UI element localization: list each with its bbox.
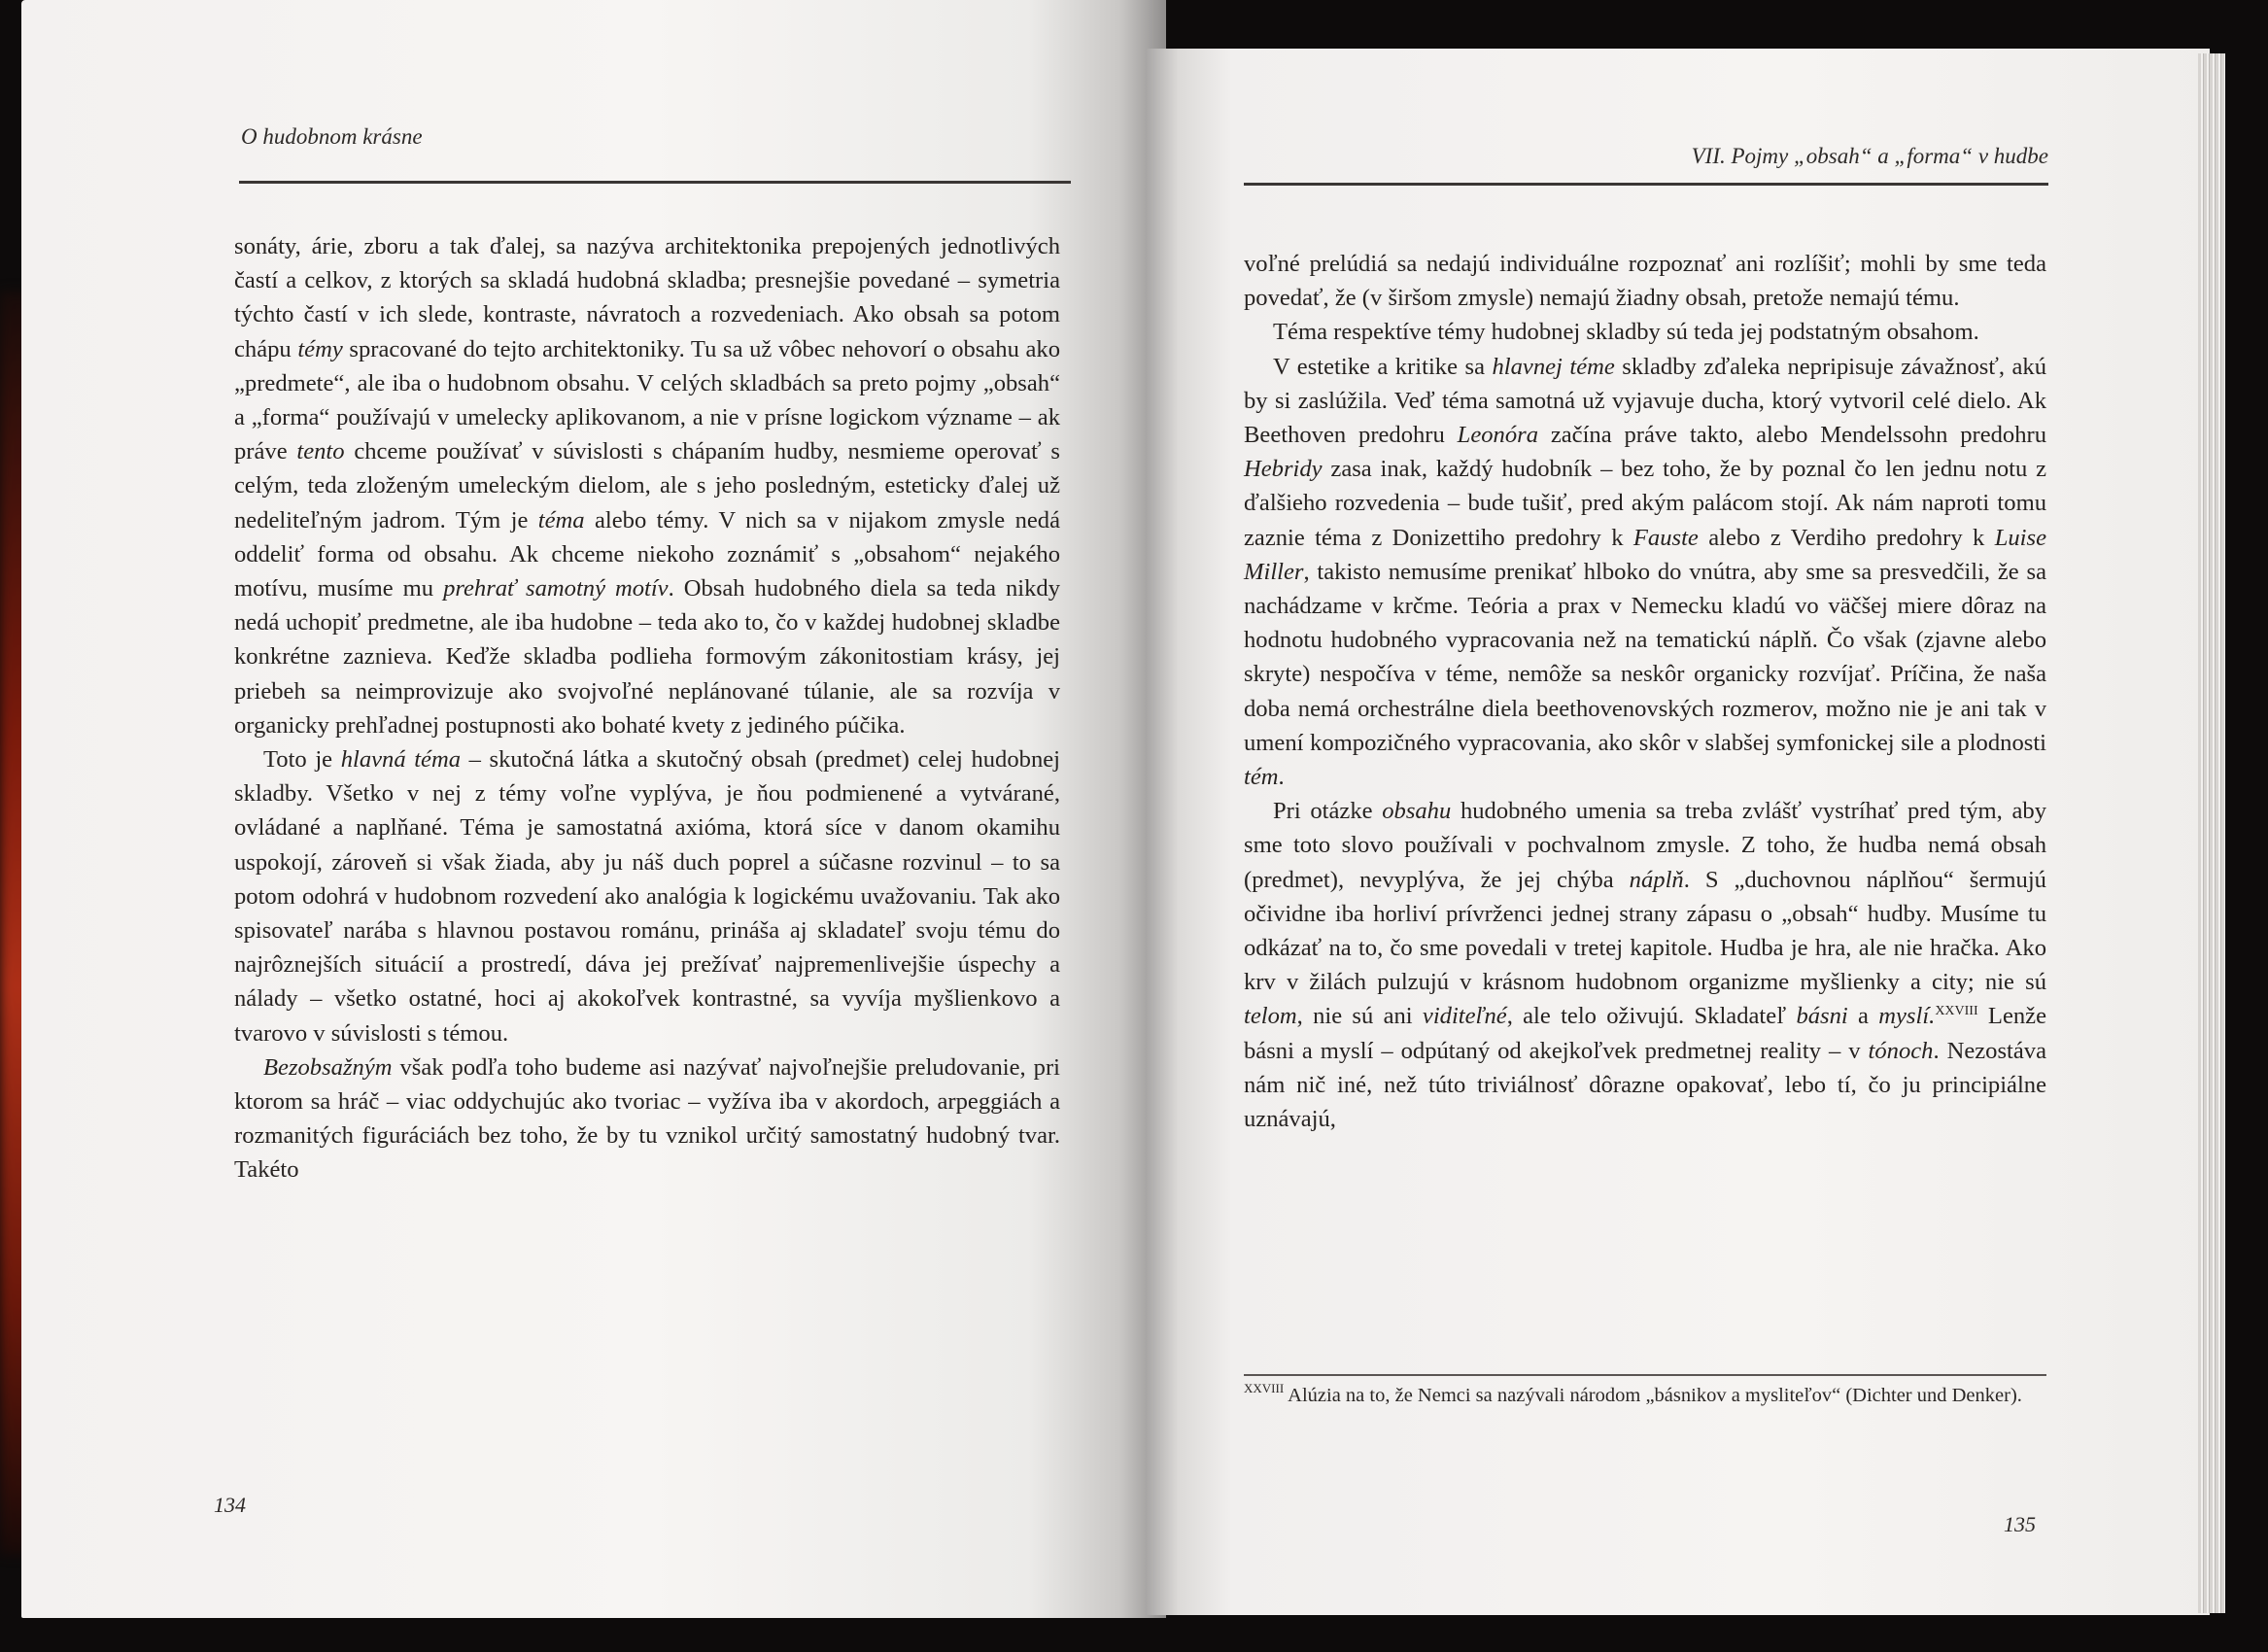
paragraph: [1244, 350, 2046, 795]
text-run: voľné prelúdiá sa nedajú individuálne rozpoznať ani rozlíšiť; mohli by sme teda povedať, že (v širšom zmysle) nemajú žiadny obsah, pretože nemajú tému.: [1244, 251, 2046, 312]
text-run: . Nezostáva nám nič iné, než túto triviálnosť dôrazne opakovať, lebo tí, čo ju principiálne uznávajú,: [1244, 1037, 2046, 1133]
text-run: sonáty, árie, zboru a tak ďalej, sa nazýva architektonika prepojených jednotlivých častí a celkov, z ktorých sa skladá hudobná skladba; presnejšie povedané – symetria týchto častí v ich slede, kontraste, návratoch a rozvedeniach. Ako obsah sa potom chápu: [234, 233, 1060, 362]
paragraph: [234, 742, 1060, 1050]
text-run: spracované do tejto architektoniky. Tu sa už vôbec nehovorí o obsahu ako „predmete“, ale iba o hudobnom obsahu. V celých skladbách sa preto pojmy „obsah“ a „forma“ používajú v umelecky aplikovanom, a nie v prísne logickom význame – ak práve: [234, 335, 1060, 465]
right-body-text: [1244, 247, 2046, 1136]
emphasis: témy: [297, 335, 343, 362]
text-run: alebo z Verdiho predohry k: [1698, 524, 1995, 551]
text-run: Lenže básni a myslí – odpútaný od akejkoľvek predmetnej reality – v: [1244, 1003, 2046, 1064]
paragraph: [234, 229, 1060, 742]
emphasis: básni: [1796, 1003, 1848, 1030]
text-run: hudobného umenia sa treba zvlášť vystríhať pred tým, aby sme toto slovo používali v pochvalnom zmysle. Z toho, že hudba nemá obsah (predmet), nevyplýva, že jej chýba: [1244, 798, 2046, 893]
text-run: však podľa toho budeme asi nazývať najvoľnejšie preludovanie, pri ktorom sa hráč – viac oddychujúc ako tvoriac – vyžíva iba v akordoch, arpeggiách a rozmanitých figuráciách bez toho, že by tu vznikol určitý samostatný hudobný tvar. Takéto: [234, 1053, 1060, 1184]
emphasis: prehrať samotný motív: [443, 575, 669, 602]
text-run: , nie sú ani: [1296, 1003, 1423, 1030]
right-page: [1147, 49, 2210, 1615]
left-header-rule: [239, 181, 1071, 184]
text-run: Pri otázke: [1273, 798, 1383, 825]
text-run: , takisto nemusíme prenikať hlboko do vnútra, aby sme sa presvedčili, že sa nachádzame v krčme. Teória a prax v Nemecku kladú vo väčšej miere dôraz na hodnotu hudobného vypracovania než na tematickú náplň. Čo však (zjavne alebo skryte) nespočíva v téme, nemôže sa neskôr organicky rozvíjať. Príčina, že naša doba nemá orchestrálne diela beethovenovských rozmerov, možno nie je ani tak v umení kompozičného vypracovania, ako skôr v slabšej symfonickej sile a plodnosti: [1244, 558, 2046, 756]
right-page-number: 135: [2004, 1512, 2036, 1536]
text-run: chceme používať v súvislosti s chápaním hudby, nesmieme operovať s celým, teda zloženým umeleckým dielom, ale s jeho posledným, esteticky ďalej už nedeliteľným jadrom. Tým je: [234, 438, 1060, 533]
emphasis: náplň: [1629, 866, 1684, 893]
text-run: zasa inak, každý hudobník – bez toho, že by poznal čo len jednu notu z ďalšieho rozvedenia – bude tušiť, pred akým palácom stojí. Ak nám naproti tomu zaznie téma z Donizettiho predohry k: [1244, 456, 2046, 551]
emphasis: téma: [537, 506, 585, 533]
text-run: alebo témy. V nich sa v nijakom zmysle nedá oddeliť forma od obsahu. Ak chceme niekoho zoznámiť s „obsahom“ nejakého motívu, musíme mu: [234, 506, 1060, 602]
right-running-head: VII. Pojmy „obsah“ a „forma“ v hudbe: [1691, 144, 2048, 168]
left-running-head: O hudobnom krásne: [241, 124, 423, 149]
left-page: [21, 0, 1166, 1618]
paragraph: [1244, 315, 2046, 349]
text-run: . S „duchovnou náplňou“ šermujú očividne iba horliví prívrženci jednej strany zápasu o „obsah“ hudby. Musíme tu odkázať na to, čo sme povedali v tretej kapitole. Hudba je hra, ale nie hračka. Ako krv v žilách pulzujú v krásnom hudobnom organizme myšlienky a city; nie sú: [1244, 866, 2046, 996]
footnote-marker: XXVIII: [1244, 1381, 1285, 1395]
paragraph: [1244, 794, 2046, 1136]
paragraph: [234, 1050, 1060, 1187]
text-run: . Obsah hudobného diela sa teda nikdy nedá uchopiť predmetne, ale iba hudobne – teda ako to, čo v každej hudobnej skladbe konkrétne zaznieva. Keďže skladba podlieha formovým zákonitostiam krásy, jej priebeh sa neimprovizuje ako svojvoľné neplánované túlanie, ale sa rozvíja v organicky prehľadnej postupnosti ako bohaté kvety z jediného púčika.: [234, 575, 1060, 739]
emphasis: tento: [296, 438, 345, 465]
emphasis: hlavnej téme: [1492, 353, 1615, 380]
emphasis: Luise Miller: [1244, 524, 2046, 585]
paragraph: [1244, 247, 2046, 315]
text-run: začína práve takto, alebo Mendelssohn predohru: [1538, 422, 2046, 449]
text-run: skladby zďaleka nepripisuje závažnosť, akú by si zaslúžila. Veď téma samotná už vyjavuje ducha, ktorý vytvoril celé dielo. Ak Beethoven predohru: [1244, 353, 2047, 449]
emphasis: .: [1929, 1003, 1936, 1030]
emphasis: tém: [1244, 764, 1279, 791]
emphasis: Leonóra: [1457, 422, 1538, 449]
text-run: a: [1847, 1003, 1879, 1030]
footnote-ref: XXVIII: [1935, 1004, 1978, 1019]
left-body-text: [234, 229, 1060, 1187]
text-run: .: [1278, 764, 1285, 791]
emphasis: Hebridy: [1244, 456, 1323, 483]
right-header-rule: [1244, 183, 2048, 186]
emphasis: Fauste: [1632, 524, 1699, 551]
text-run: – skutočná látka a skutočný obsah (predmet) celej hudobnej skladby. Všetko v nej z témy voľne vyplýva, je ňou podmienené a vytvárané, ovládané a naplňané. Téma je samostatná axióma, ktorá síce v danom okamihu uspokojí, zároveň si však žiada, aby ju náš duch poprel a súčasne rozvinul – to sa potom odohrá v hudobnom rozvedení ako analógia k logickému uvažovaniu. Tak ako spisovateľ narába s hlavnou postavou románu, prináša aj skladateľ svoju tému do najrôznejších situácií a prostredí, dáva jej prežívať najpremenlivejšie úspechy a nálady – všetko ostatné, hoci aj akokoľvek kontrastné, sa vyvíja myšlienkovo a tvarovo v súvislosti s témou.: [234, 746, 1060, 1047]
text-run: Téma respektíve témy hudobnej skladby sú teda jej podstatným obsahom.: [1273, 319, 1979, 346]
footnote-text: Alúzia na to, že Nemci sa nazývali národom „básnikov a mysliteľov“ (Dichter und Denker).: [1288, 1385, 2022, 1406]
emphasis: obsahu: [1382, 798, 1452, 825]
text-run: , ale telo oživujú. Skladateľ: [1506, 1003, 1797, 1030]
emphasis: telom: [1244, 1003, 1297, 1030]
emphasis: viditeľné: [1422, 1003, 1507, 1030]
page-edges: [2198, 53, 2225, 1613]
emphasis: myslí: [1878, 1003, 1930, 1030]
footnote-rule: [1244, 1374, 2046, 1376]
text-run: V estetike a kritike sa: [1273, 353, 1493, 380]
footnote: [1244, 1382, 2046, 1409]
left-page-number: 134: [214, 1493, 246, 1517]
emphasis: Bezobsažným: [263, 1053, 393, 1081]
text-run: Toto je: [263, 746, 341, 774]
emphasis: hlavná téma: [340, 746, 462, 774]
emphasis: tónoch: [1868, 1037, 1934, 1064]
